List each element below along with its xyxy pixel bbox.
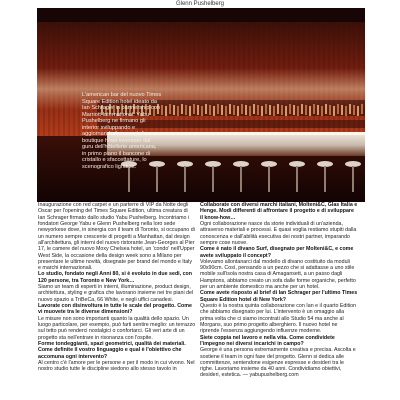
hotel-bar-photo [37, 8, 365, 202]
interview-question: Come è nato il divano Surf, disegnato per Molteni&C, e come avete sviluppato il concept? [200, 246, 354, 259]
header-author: Glenn Pushelberg [175, 1, 225, 7]
interview-question: Siete coppia nel lavoro e nella vita. Come condividete l'impegno nei diversi incarichi in campo? [200, 334, 335, 347]
photo-caption: L'american bar del nuovo Times Square Edition hotel ideato da Ian Schrager in partnership con Marriott International. Yabu Pushelberg ne firmano gli interior sviluppando e aggiornando il concept di boutique hotel inventato dal guru dell'hôtellerie americana, in primo piano il bancone di cristallo e sfaccettature, lo scenografico lightbox. [82, 92, 162, 170]
article-column-right [200, 202, 358, 379]
body-paragraph: Le misure non sono importanti quanto la qualità dello spazio. Un luogo particolare, per esempio, può farti sentire meglio: un terrazzo sul tetto può renderci nostalgici o confortarci. Gli veri arte di un progetto sta nell'entrare in risonanza con l'ospite. [38, 315, 196, 341]
body-paragraph: Siamo un team di esperti in interni, illuminazione, product design, architettura, styling e grafica che lavorano insieme nei tre piani del nuovo spazio a TriBeCa, 66 White, e negli uffici canadesi. [38, 284, 194, 303]
interview-question: Lavorate con disinvoltura in tutte le scale del progetto. Come vi muovete tra le diverse dimensioni? [38, 303, 192, 316]
interview-question: Forme tondeggianti, spazi geometrici, qualità dei materiali. Come definite il vostro linguaggio e qual è l'obiettivo che accomuna ogni intervento? [38, 340, 186, 360]
article-column-left [38, 202, 196, 372]
interview-question: Collaborate con diversi marchi italiani, Molteni&C, Glas Italia e Henge. Modi differenti di affrontare il progetto e di sviluppare il know-how… [200, 202, 358, 221]
body-paragraph: Questo è la nostra quinta collaborazione con Ian e il quarto Edition che abbiamo disegnato per lui. L'intervento è un omaggio alla prima volta che ci siamo incontrati allo Studio 54 ma anche al Morgans, suo primo progetto alberghiero. Il nuovo hotel ne riprende l'essenza aggiungendo influenze moderne. [200, 303, 357, 335]
body-paragraph: Inaugurazione con red carpet e un parterre di VIP da Notte degli Oscar per l'opening del Times Square Edition, ultima creatura di Ian Schrager firmato dallo studio Yabu Pushelberg. Incontriamo i fondatori George Yabu e Glenn Pushelberg nella loro sede newyorkese dove, in sinergia con il team di Toronto, si occupano di un numero sempre crescente di progetti a Manhattan, dal design all'architettura, gli interni del nuovo ristorante Jean-Georges al Pier 17, le camere del nuovo Moxy Chelsea hotel, un 'condo' nell'Upper West Side, la occasione della design week sono a Milano per presentare le ultime novità, disegnate per brand del mondo e Italy e marchi internazionali. [38, 202, 195, 272]
interview-question: Lo studio, fondato negli Anni 80, si è evoluto in due sedi, con 120 persone, tra Toronto e New York… [38, 271, 193, 284]
interview-question: Come avete risposto al brief di Ian Schrager per l'ultimo Times Square Edition hotel di New York? [200, 290, 358, 303]
body-paragraph: Al centro c'è l'amore per le persone e per il modo in cui vivono. Nel nostro studio tutte le discipline siedono allo stesso tavolo in [38, 359, 195, 373]
body-paragraph: Volevamo allontanarci dal modello di divano costituito da moduli 90x90cm. Così, pensando a un pezzo che si adattasse a uno stile mobile sull'isola nostra casa di Amagansett, a un passo dagli Hamptons, abbiamo creato un sofa dalle forme organiche, perfetto per un ambiente domestico ma anche per un hotel. [200, 258, 356, 291]
page-header [0, 0, 400, 8]
body-paragraph: George è una persona estremamente creativa e precisa. Ascolta e sostiene il team in ogni fase del progetto. Glenn si dedica alle committenze, sentendone esigenze espresse e desideri tra le righe. Lavoriamo insieme da 40 anni. Condividiamo obiettivi, desideri, estetica. — yabupushelberg.com [200, 347, 356, 379]
body-paragraph: Ogni collaborazione nasce da storie individuali di un'azienda, attraverso materiali e processi. E quasi voglia restiamo stupiti dalla conoscenza e dall'abilità esecutiva dei nostri partner, imparando sempre cose nuove. [200, 220, 357, 246]
